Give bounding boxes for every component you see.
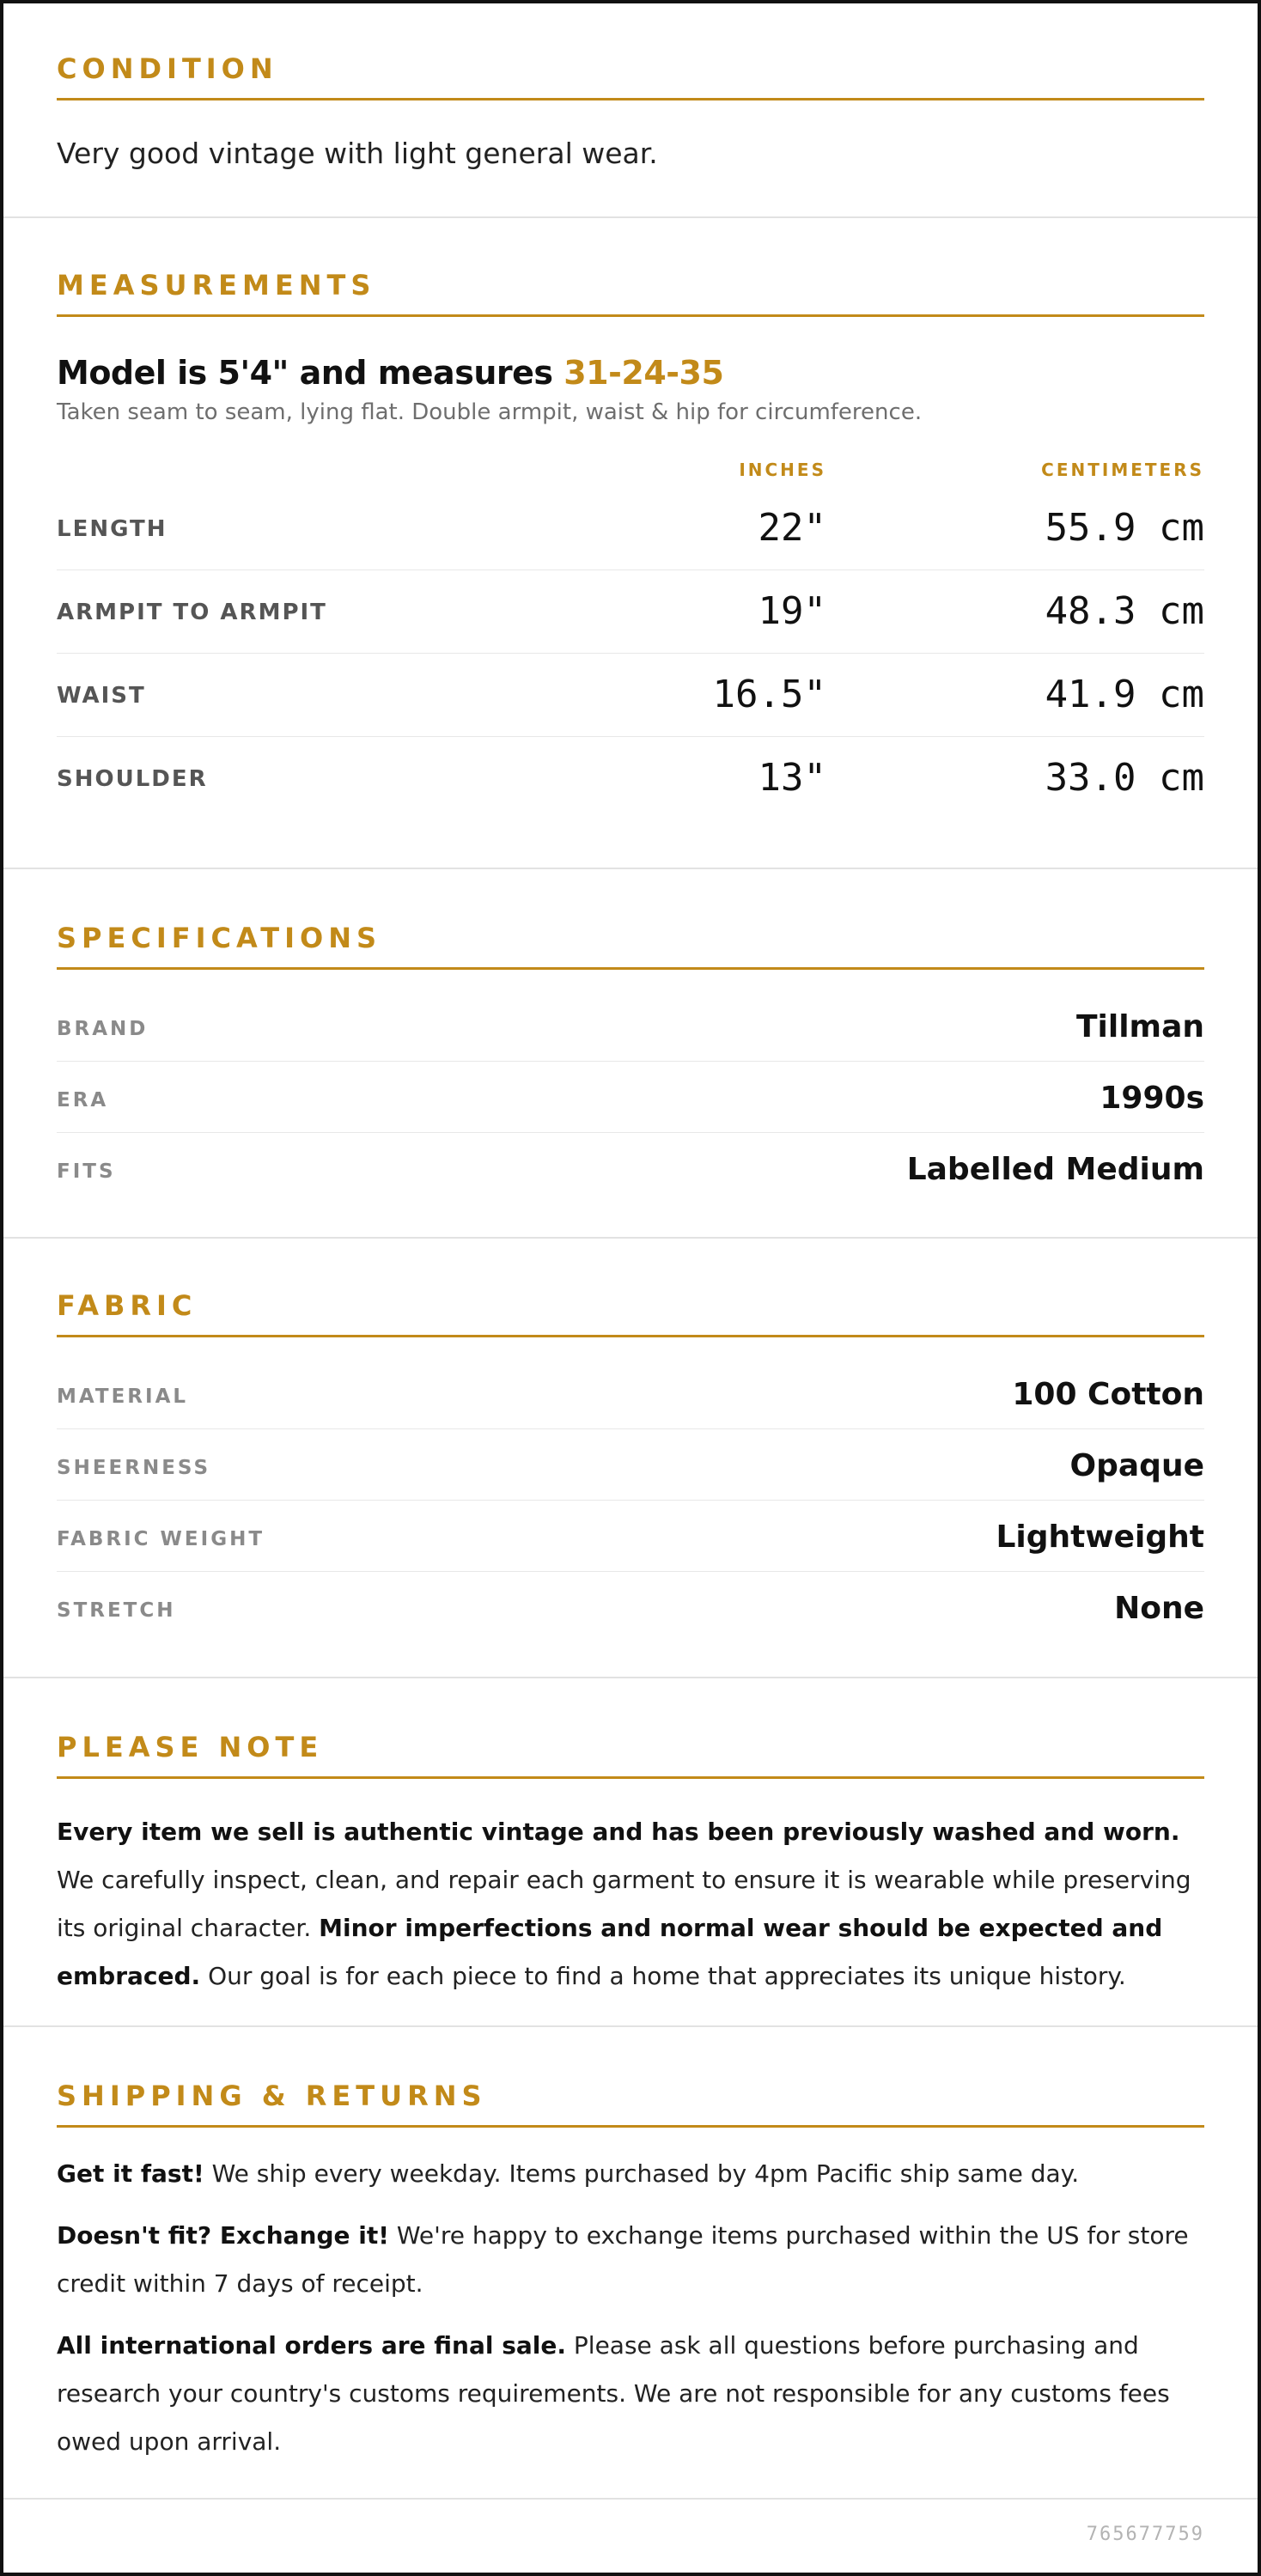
measurement-label: LENGTH xyxy=(57,516,168,542)
fabric-section xyxy=(3,1239,1258,1678)
condition-text: Very good vintage with light general wear. xyxy=(57,137,658,170)
spec-row-fits xyxy=(57,1133,1204,1203)
spec-label: FITS xyxy=(57,1160,116,1183)
fabric-label: SHEERNESS xyxy=(57,1457,211,1479)
measurement-label: SHOULDER xyxy=(57,766,208,792)
shipping-paragraph-international xyxy=(57,2322,1204,2466)
measurement-row-armpit xyxy=(57,570,1204,654)
fabric-label: FABRIC WEIGHT xyxy=(57,1528,265,1550)
fabric-heading: FABRIC xyxy=(57,1292,1204,1337)
shipping-text: We're happy to exchange items purchased within the US for store credit within 7 days of receipt. xyxy=(57,2221,1189,2298)
fabric-list xyxy=(57,1358,1204,1642)
spec-row-era xyxy=(57,1062,1204,1133)
spec-value: 1990s xyxy=(1100,1081,1204,1116)
shipping-paragraph-exchange xyxy=(57,2212,1204,2308)
measurements-table-header xyxy=(57,453,1204,487)
fabric-value: 100 Cotton xyxy=(1012,1377,1204,1412)
sku-number: 765677759 xyxy=(1086,2524,1204,2545)
please-note-section xyxy=(3,1678,1258,2027)
measurement-cm: 41.9 cm xyxy=(1045,673,1204,716)
footer xyxy=(3,2500,1258,2568)
fabric-row-stretch xyxy=(57,1572,1204,1642)
fabric-value: None xyxy=(1114,1591,1204,1626)
specifications-section xyxy=(3,869,1258,1239)
fabric-label: STRETCH xyxy=(57,1599,176,1622)
specifications-list xyxy=(57,990,1204,1203)
condition-heading: CONDITION xyxy=(57,55,1204,100)
fabric-row-sheerness xyxy=(57,1429,1204,1501)
measurement-row-waist xyxy=(57,654,1204,737)
shipping-bold: All international orders are final sale. xyxy=(57,2331,567,2360)
measurement-inches: 16.5" xyxy=(712,673,826,716)
fabric-value: Opaque xyxy=(1069,1448,1204,1483)
specifications-heading: SPECIFICATIONS xyxy=(57,924,1204,970)
spec-row-brand xyxy=(57,990,1204,1062)
note-bold-2: Minor imperfections and normal wear should be expected and embraced. xyxy=(57,1914,1163,1990)
measurement-label: WAIST xyxy=(57,683,146,709)
model-info: Model is 5'4" and measures xyxy=(57,354,564,392)
shipping-bold: Doesn't fit? Exchange it! xyxy=(57,2221,389,2250)
measurement-inches: 13" xyxy=(758,756,826,800)
spec-value: Tillman xyxy=(1075,1009,1204,1044)
model-measurements xyxy=(57,353,1204,393)
shipping-returns-section xyxy=(3,2027,1258,2500)
fabric-value: Lightweight xyxy=(996,1519,1204,1555)
fabric-label: MATERIAL xyxy=(57,1385,189,1408)
measurements-heading: MEASUREMENTS xyxy=(57,271,1204,317)
model-measure-highlight: 31-24-35 xyxy=(563,354,724,392)
centimeters-column-header: CENTIMETERS xyxy=(1041,460,1204,480)
measurement-inches: 19" xyxy=(758,589,826,633)
note-text-1: We carefully inspect, clean, and repair each garment to ensure it is wearable while preserving its original character. xyxy=(57,1866,1191,1942)
fabric-row-material xyxy=(57,1358,1204,1429)
spec-label: ERA xyxy=(57,1089,109,1111)
spec-label: BRAND xyxy=(57,1018,149,1040)
measurements-table xyxy=(57,487,1204,819)
shipping-paragraph-fast xyxy=(57,2150,1204,2198)
shipping-heading: SHIPPING & RETURNS xyxy=(57,2082,1204,2128)
inches-column-header: INCHES xyxy=(739,460,826,480)
measurements-section xyxy=(3,218,1258,869)
measurements-subtitle: Taken seam to seam, lying flat. Double armpit, waist & hip for circumference. xyxy=(57,399,923,425)
measurement-row-shoulder xyxy=(57,737,1204,819)
note-bold-1: Every item we sell is authentic vintage and has been previously washed and worn. xyxy=(57,1818,1180,1846)
measurement-cm: 33.0 cm xyxy=(1045,756,1204,800)
shipping-bold: Get it fast! xyxy=(57,2159,204,2188)
note-text-2: Our goal is for each piece to find a home that appreciates its unique history. xyxy=(200,1962,1126,1990)
measurement-cm: 55.9 cm xyxy=(1045,506,1204,550)
condition-section xyxy=(3,3,1258,218)
measurement-cm: 48.3 cm xyxy=(1045,589,1204,633)
please-note-text xyxy=(57,1808,1204,2001)
measurement-inches: 22" xyxy=(758,506,826,550)
measurement-row-length xyxy=(57,487,1204,570)
fabric-row-weight xyxy=(57,1501,1204,1572)
measurement-label: ARMPIT TO ARMPIT xyxy=(57,600,327,625)
please-note-heading: PLEASE NOTE xyxy=(57,1733,1204,1779)
spec-value: Labelled Medium xyxy=(906,1152,1204,1187)
shipping-text: Please ask all questions before purchasing and research your country's customs requirements. We are not responsible for any customs fees owed upon arrival. xyxy=(57,2331,1170,2456)
shipping-text: We ship every weekday. Items purchased by 4pm Pacific ship same day. xyxy=(204,2159,1080,2188)
